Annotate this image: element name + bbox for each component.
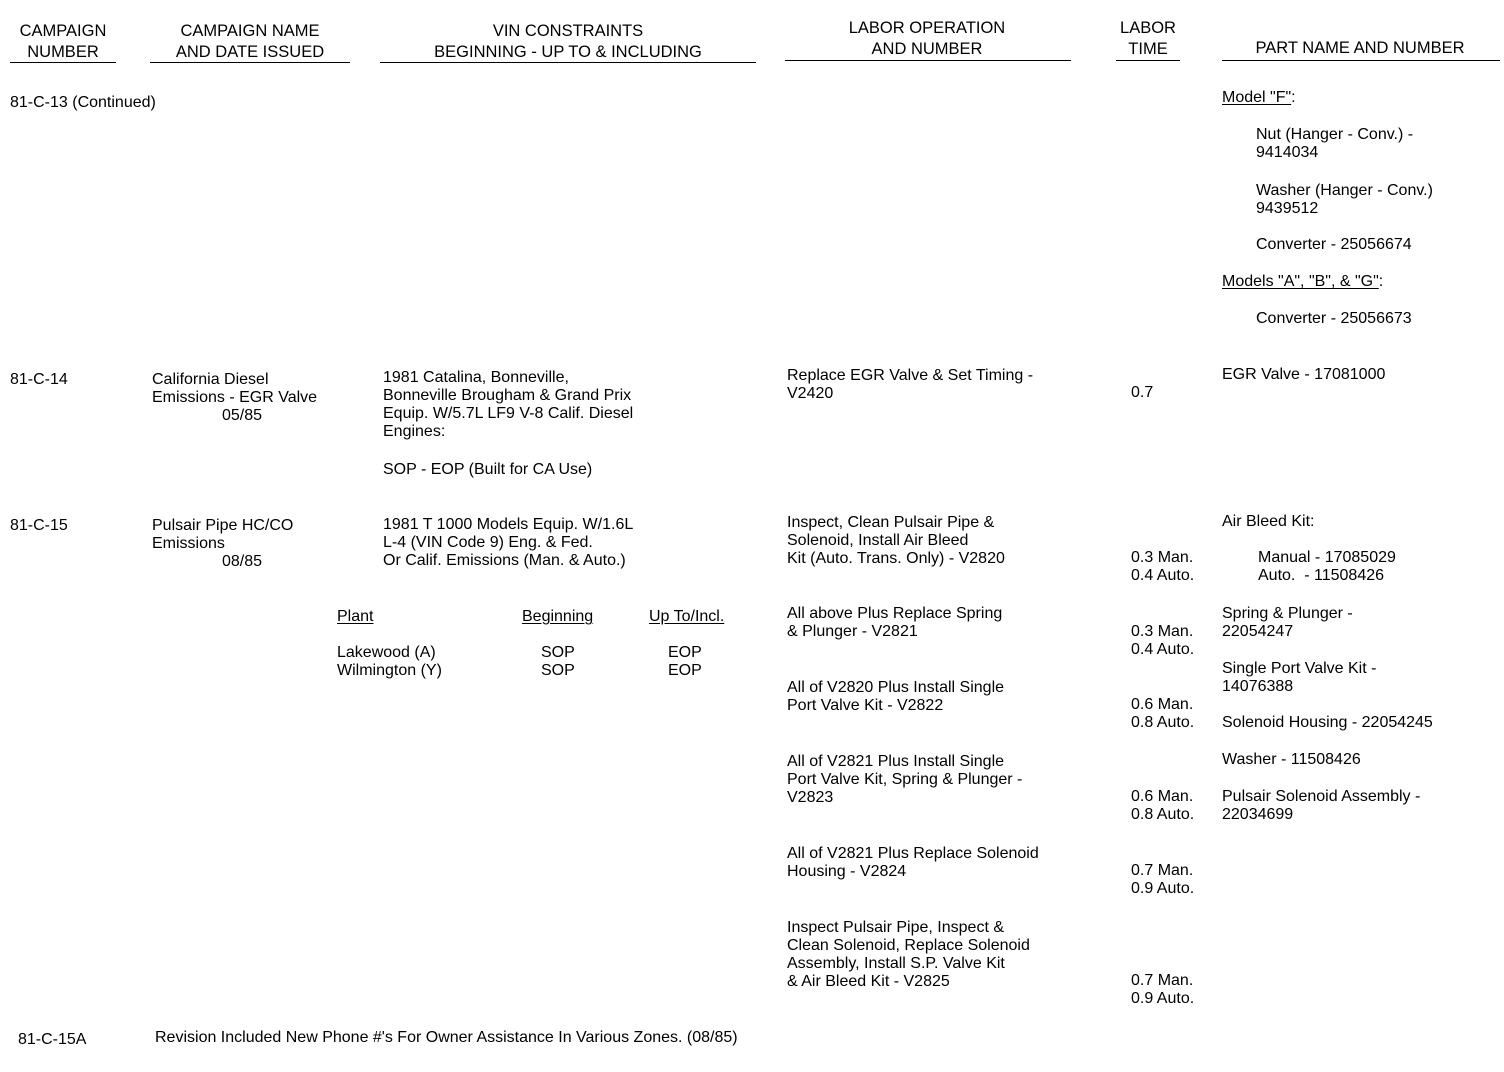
header-rule: [1116, 60, 1180, 61]
header-rule: [785, 60, 1071, 61]
header-rule: [380, 62, 756, 63]
plant-table-header: Up To/Incl.: [649, 608, 725, 625]
part-item: Spring & Plunger - 22054247: [1222, 605, 1353, 640]
campaign-number: 81-C-15A: [18, 1031, 87, 1048]
vin-range: SOP - EOP (Built for CA Use): [383, 461, 593, 478]
campaign-number: 81-C-14: [10, 371, 68, 388]
part-item: Solenoid Housing - 22054245: [1222, 714, 1433, 731]
labor-time: 0.7: [1131, 384, 1154, 401]
plant-table-header: Plant: [337, 608, 374, 625]
plant-table-cell: Lakewood (A): [337, 644, 436, 661]
part-heading: Air Bleed Kit:: [1222, 513, 1315, 530]
part-item: Converter - 25056673: [1256, 310, 1412, 327]
labor-time: 0.3 Man. 0.4 Auto.: [1131, 623, 1195, 658]
campaign-name: California Diesel Emissions - EGR Valve: [152, 371, 318, 406]
model-heading: Models "A", "B", & "G":: [1222, 273, 1384, 290]
plant-table-cell: EOP: [668, 662, 702, 679]
labor-operation: All of V2821 Plus Replace Solenoid Housing - V2824: [787, 845, 1039, 880]
campaign-number: 81-C-13 (Continued): [10, 94, 156, 111]
header-labor-operation: LABOR OPERATION AND NUMBER: [848, 19, 1006, 58]
part-item: Converter - 25056674: [1256, 236, 1412, 253]
labor-time: 0.7 Man. 0.9 Auto.: [1131, 862, 1195, 897]
part-item: Washer - 11508426: [1222, 751, 1361, 768]
part-item: Washer (Hanger - Conv.) 9439512: [1256, 182, 1433, 217]
campaign-name: Pulsair Pipe HC/CO Emissions: [152, 517, 294, 552]
labor-operation: Inspect Pulsair Pipe, Inspect & Clean Solenoid, Replace Solenoid Assembly, Install S.P. Valve Kit & Air Bleed Kit - V2825: [787, 919, 1030, 990]
part-item: Single Port Valve Kit - 14076388: [1222, 660, 1377, 695]
labor-time: 0.6 Man. 0.8 Auto.: [1131, 696, 1195, 731]
labor-operation: All of V2820 Plus Install Single Port Valve Kit - V2822: [787, 679, 1005, 714]
revision-note: Revision Included New Phone #'s For Owner Assistance In Various Zones. (08/85): [155, 1029, 738, 1046]
campaign-date: 05/85: [221, 407, 263, 424]
plant-table-header: Beginning: [522, 608, 594, 625]
header-campaign-number: CAMPAIGN NUMBER: [19, 22, 107, 61]
part-item: Manual - 17085029 Auto. - 11508426: [1258, 549, 1396, 584]
plant-table-cell: Wilmington (Y): [337, 662, 442, 679]
header-labor-time: LABOR TIME: [1120, 19, 1176, 58]
part-item: Nut (Hanger - Conv.) - 9414034: [1256, 126, 1414, 161]
model-heading: Model "F":: [1222, 89, 1296, 106]
labor-operation: All above Plus Replace Spring & Plunger - V2821: [787, 605, 1003, 640]
plant-table-cell: SOP: [541, 662, 575, 679]
header-rule: [150, 62, 350, 63]
labor-operation: Replace EGR Valve & Set Timing - V2420: [787, 367, 1034, 402]
header-vin-constraints: VIN CONSTRAINTS BEGINNING - UP TO & INCLUDING: [434, 22, 702, 61]
part-item: EGR Valve - 17081000: [1222, 366, 1386, 383]
header-part-name: PART NAME AND NUMBER: [1255, 39, 1465, 57]
header-campaign-name: CAMPAIGN NAME AND DATE ISSUED: [175, 22, 325, 61]
labor-time: 0.3 Man. 0.4 Auto.: [1131, 549, 1195, 584]
labor-operation: Inspect, Clean Pulsair Pipe & Solenoid, Install Air Bleed Kit (Auto. Trans. Only) - V2820: [787, 514, 1005, 567]
header-rule: [10, 62, 116, 63]
vin-constraints: 1981 T 1000 Models Equip. W/1.6L L-4 (VIN Code 9) Eng. & Fed. Or Calif. Emissions (Man. & Auto.): [383, 516, 634, 569]
header-rule: [1222, 60, 1500, 61]
part-item: Pulsair Solenoid Assembly - 22034699: [1222, 788, 1421, 823]
plant-table-cell: EOP: [668, 644, 702, 661]
vin-constraints: 1981 Catalina, Bonneville, Bonneville Brougham & Grand Prix Equip. W/5.7L LF9 V-8 Calif. Diesel Engines:: [383, 369, 634, 440]
labor-time: 0.7 Man. 0.9 Auto.: [1131, 972, 1195, 1007]
labor-operation: All of V2821 Plus Install Single Port Valve Kit, Spring & Plunger - V2823: [787, 753, 1023, 806]
labor-time: 0.6 Man. 0.8 Auto.: [1131, 788, 1195, 823]
campaign-date: 08/85: [221, 553, 263, 570]
plant-table-cell: SOP: [541, 644, 575, 661]
campaign-number: 81-C-15: [10, 517, 68, 534]
